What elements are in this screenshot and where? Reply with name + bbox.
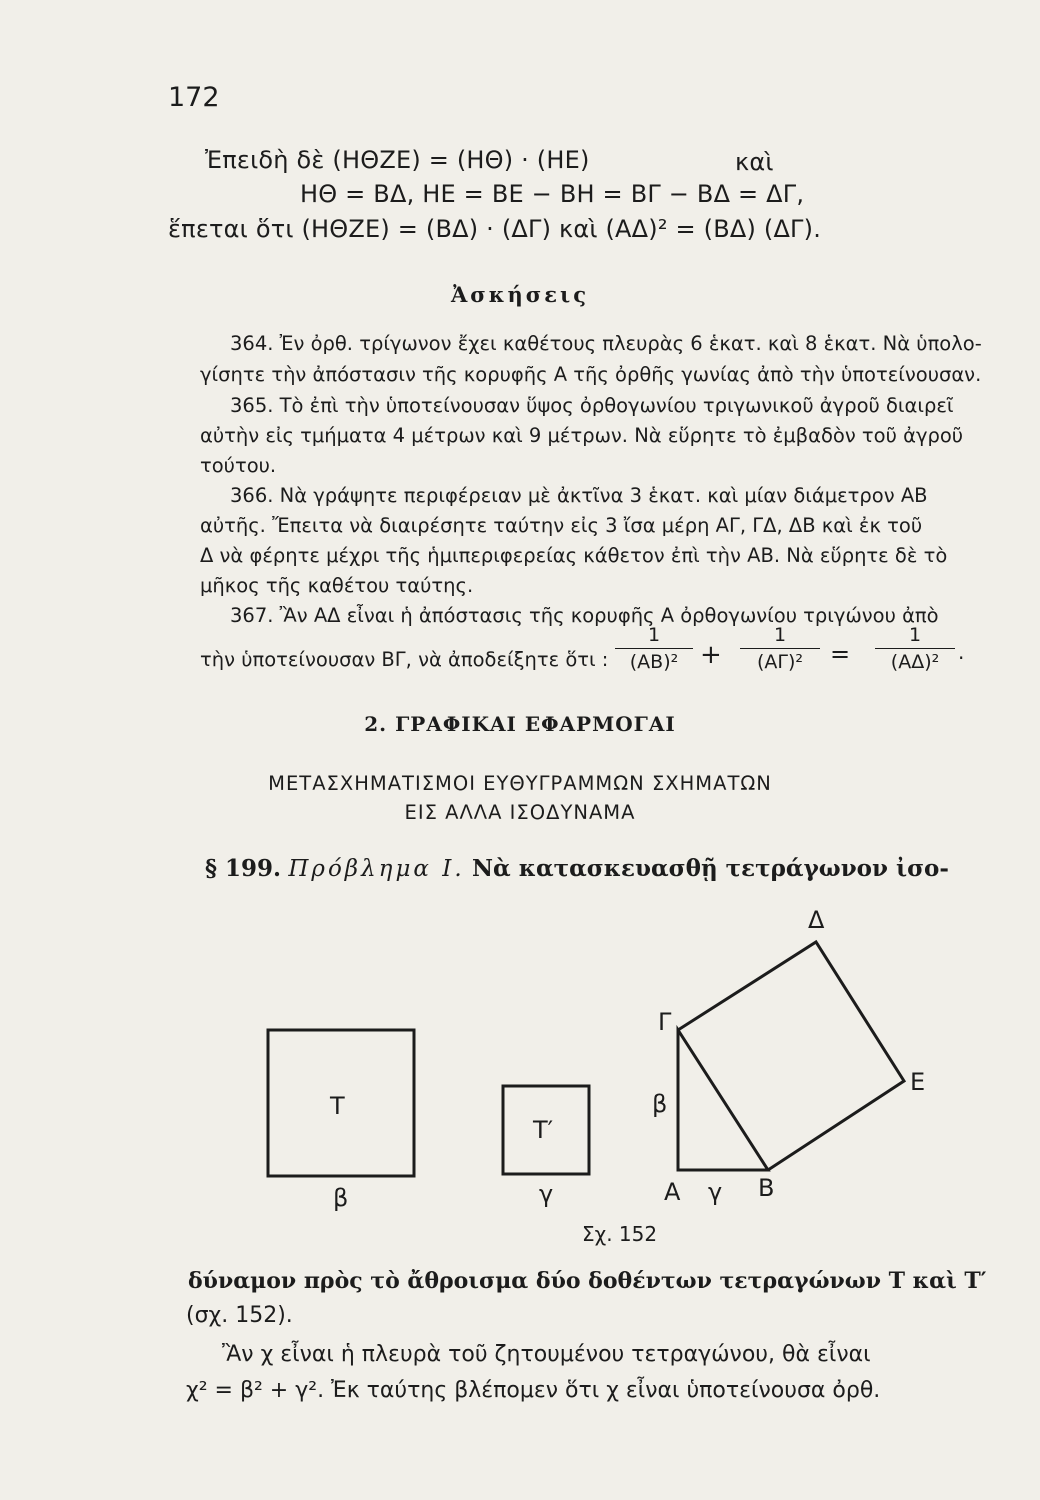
exercise-366-line-1: 366. Νὰ γράψητε περιφέρειαν μὲ ἀκτῖνα 3 ἑκατ. καὶ μίαν διάμετρον ΑΒ <box>230 484 928 507</box>
fraction-ab-numerator: 1 <box>615 624 693 649</box>
continuation-para-line-1: Ἂν χ εἶναι ἡ πλευρὰ τοῦ ζητουμένου τετραγώνου, θὰ εἶναι <box>222 1342 871 1367</box>
intro-line-1: Ἐπειδὴ δὲ (ΗΘΖΕ) = (ΗΘ) · (ΗΕ) <box>205 146 590 174</box>
exercises-heading: Ἀσκήσεις <box>451 282 589 307</box>
label-point-b: Β <box>758 1174 775 1202</box>
continuation-ref: (σχ. 152). <box>186 1303 293 1328</box>
intro-line-2: ΗΘ = ΒΔ, ΗΕ = ΒΕ − ΒΗ = ΒΓ − ΒΔ = ΔΓ, <box>300 180 805 208</box>
label-point-delta: Δ <box>808 906 825 934</box>
label-side-beta: β <box>652 1090 668 1118</box>
figure-caption: Σχ. 152 <box>582 1222 658 1246</box>
intro-line-3: ἕπεται ὅτι (ΗΘΖΕ) = (ΒΔ) · (ΔΓ) καὶ (ΑΔ)² = (ΒΔ) (ΔΓ). <box>168 215 822 243</box>
continuation-para-line-2: χ² = β² + γ². Ἐκ ταύτης βλέπομεν ὅτι χ εἶναι ὑποτείνουσα ὀρθ. <box>186 1378 881 1403</box>
label-beta-bottom: β <box>333 1184 349 1212</box>
fraction-ad-numerator: 1 <box>875 624 955 649</box>
exercise-365-line-3: τούτου. <box>200 454 277 477</box>
subtitle-line-1: ΜΕΤΑΣΧΗΜΑΤΙΣΜΟΙ ΕΥΘΥΓΡΑΜΜΩΝ ΣΧΗΜΑΤΩΝ <box>268 772 772 795</box>
problem-text: Νὰ κατασκευασθῇ τετράγωνον ἰσο- <box>471 855 949 882</box>
exercise-367-line-1: 367. Ἂν ΑΔ εἶναι ἡ ἀπόστασις τῆς κορυφῆς Α ὀρθογωνίου τριγώνου ἀπὸ <box>230 604 939 627</box>
equals-sign: = <box>830 640 851 668</box>
right-triangle <box>678 1030 768 1170</box>
label-point-a: Α <box>664 1178 681 1206</box>
fraction-ag-numerator: 1 <box>740 624 820 649</box>
intro-line-1-kai: καὶ <box>735 148 774 176</box>
formula-period: . <box>958 640 965 664</box>
subtitle-line-2: ΕΙΣ ΑΛΛΑ ΙΣΟΔΥΝΑΜΑ <box>404 801 636 824</box>
exercise-364-line-1: 364. Ἐν ὀρθ. τρίγωνον ἔχει καθέτους πλευρὰς 6 ἑκατ. καὶ 8 ἑκατ. Νὰ ὑπολο- <box>230 332 982 355</box>
fraction-ad-denominator: (ΑΔ)² <box>890 651 940 673</box>
exercise-365-line-1: 365. Τὸ ἐπὶ τὴν ὑποτείνουσαν ὕψος ὀρθογωνίου τριγωνικοῦ ἀγροῦ διαιρεῖ <box>230 394 954 417</box>
exercise-364-line-2: γίσητε τὴν ἀπόστασιν τῆς κορυφῆς Α τῆς ὀρθῆς γωνίας ἀπὸ τὴν ὑποτείνουσαν. <box>200 363 982 386</box>
exercise-366-line-3: Δ νὰ φέρητε μέχρι τῆς ἡμιπεριφερείας κάθετον ἐπὶ τὴν ΑΒ. Νὰ εὕρητε δὲ τὸ <box>200 544 948 567</box>
label-point-e: Ε <box>910 1068 926 1096</box>
plus-sign: + <box>700 640 722 670</box>
fraction-ag-denominator: (ΑΓ)² <box>756 651 804 673</box>
exercise-366-line-2: αὐτῆς. Ἔπειτα νὰ διαιρέσητε ταύτην εἰς 3 ἴσα μέρη ΑΓ, ΓΔ, ΔΒ καὶ ἐκ τοῦ <box>200 514 923 537</box>
label-square-t-prime: Τ′ <box>533 1116 554 1144</box>
label-gamma-bottom: γ <box>539 1180 554 1208</box>
exercise-366-line-4: μῆκος τῆς καθέτου ταύτης. <box>200 574 474 597</box>
label-side-gamma: γ <box>708 1178 723 1206</box>
fraction-ab-denominator: (ΑΒ)² <box>629 651 679 673</box>
problem-section-number: § 199. <box>205 855 282 882</box>
problem-label: Πρόβλημα Ι. <box>288 856 465 882</box>
section-title: 2. ΓΡΑΦΙΚΑΙ ΕΦΑΡΜΟΓΑΙ <box>364 712 676 736</box>
label-square-t: Τ <box>330 1092 345 1120</box>
exercise-367-line-2: τὴν ὑποτείνουσαν ΒΓ, νὰ ἀποδείξητε ὅτι : <box>200 648 609 671</box>
continuation-bold-line: δύναμον πρὸς τὸ ἄθροισμα δύο δοθέντων τετραγώνων Τ καὶ Τ′ <box>188 1268 987 1294</box>
page-number: 172 <box>168 82 220 113</box>
exercise-365-line-2: αὐτὴν εἰς τμήματα 4 μέτρων καὶ 9 μέτρων. Νὰ εὕρητε τὸ ἐμβαδὸν τοῦ ἀγροῦ <box>200 424 964 447</box>
label-point-gamma: Γ <box>658 1008 672 1036</box>
hypotenuse-square <box>678 942 904 1170</box>
